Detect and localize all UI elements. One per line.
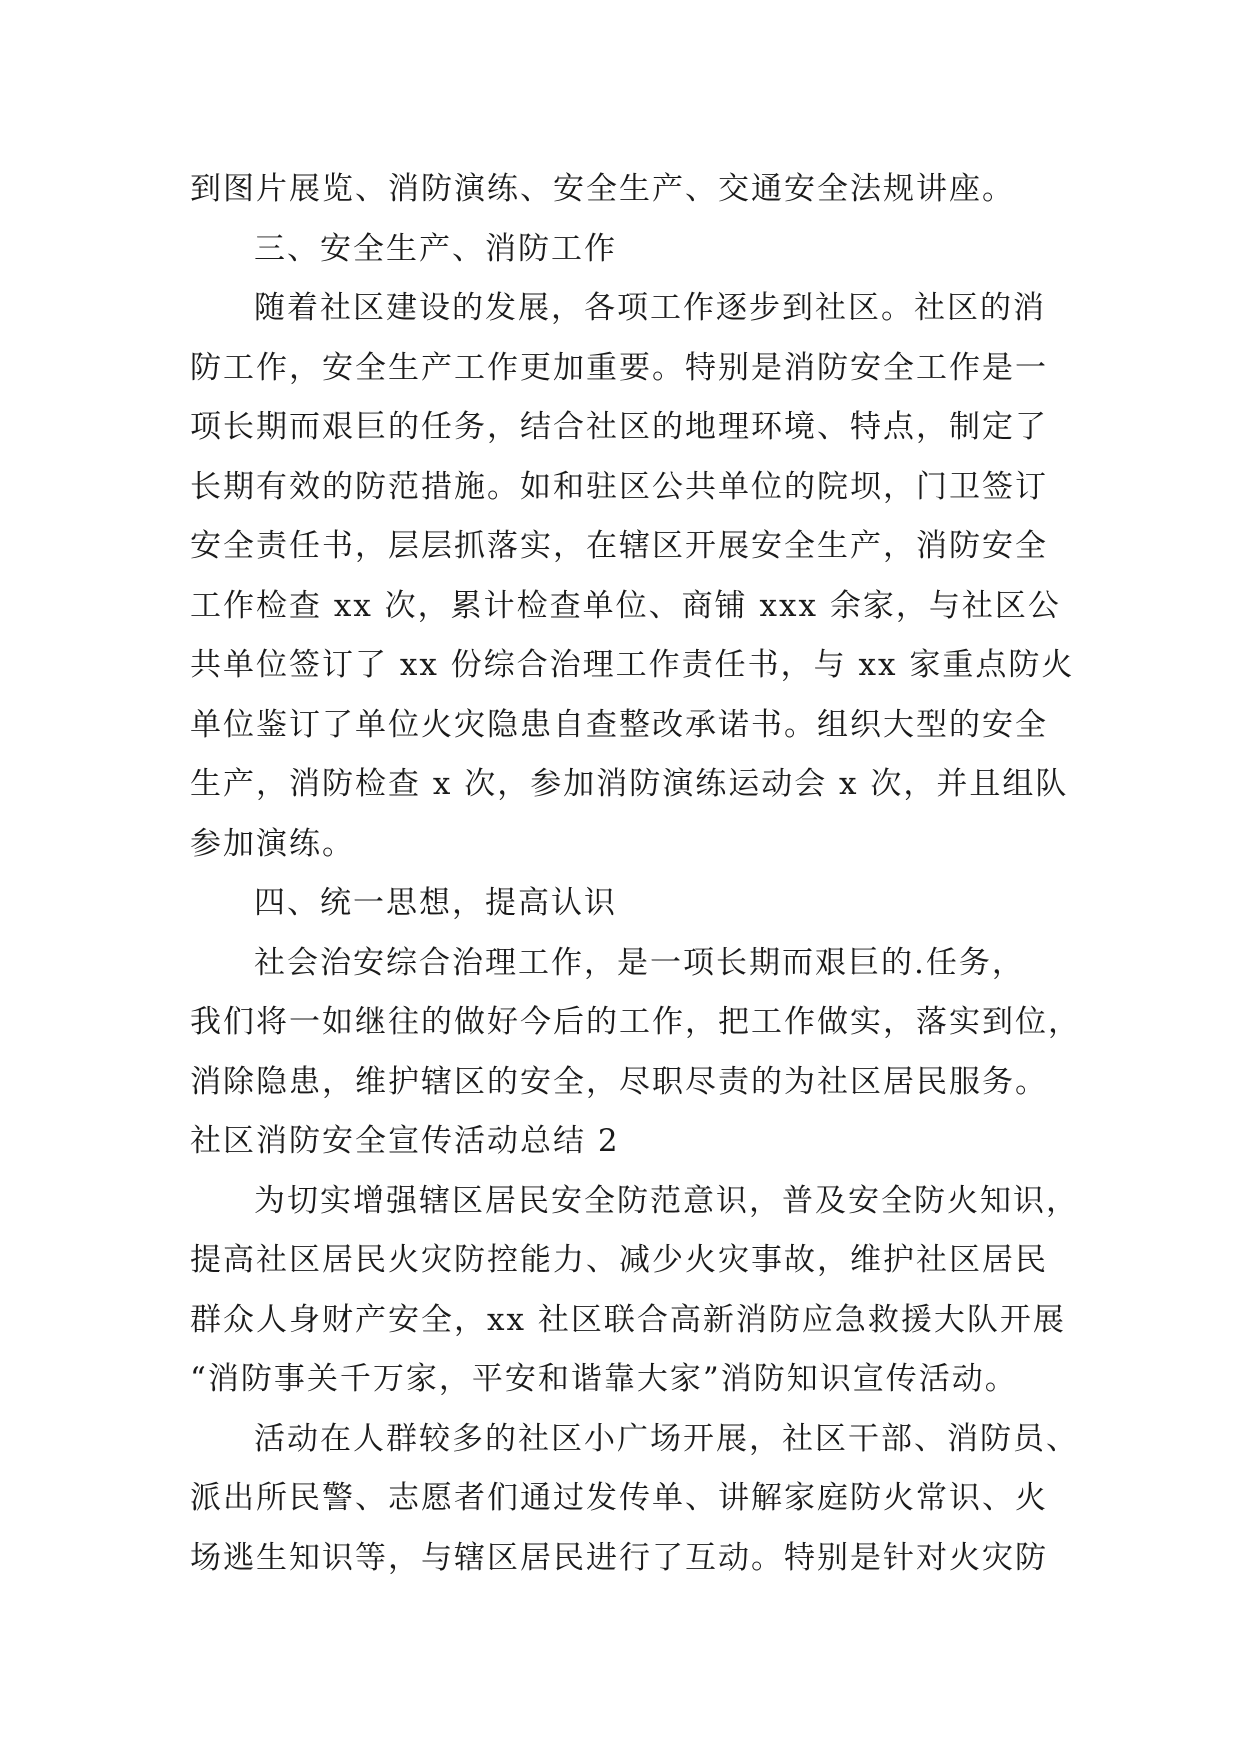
text-line: 社会治安综合治理工作，是一项长期而艰巨的.任务，: [254, 944, 1025, 981]
text-line: 防工作，安全生产工作更加重要。特别是消防安全工作是一: [190, 349, 1048, 386]
text-line: “消防事关千万家，平安和谐靠大家”消防知识宣传活动。: [190, 1361, 1018, 1397]
section-heading-3: 三、安全生产、消防工作: [254, 230, 617, 267]
text-line: 为切实增强辖区居民安全防范意识，普及安全防火知识，: [254, 1182, 1079, 1219]
text-line: 派出所民警、志愿者们通过发传单、讲解家庭防火常识、火: [190, 1480, 1048, 1516]
text-line: 项长期而艰巨的任务，结合社区的地理环境、特点，制定了: [190, 409, 1048, 445]
text-line: 参加演练。: [190, 825, 355, 862]
text-line: 消除隐患，维护辖区的安全，尽职尽责的为社区居民服务。: [190, 1063, 1048, 1100]
text-line: 单位鉴订了单位火灾隐患自查整改承诺书。组织大型的安全: [190, 706, 1048, 743]
document-title-2: 社区消防安全宣传活动总结 2: [190, 1123, 620, 1159]
section-heading-4: 四、统一思想，提高认识: [254, 885, 617, 921]
document-body: [190, 160, 1081, 1588]
text-line: 活动在人群较多的社区小广场开展，社区干部、消防员、: [254, 1420, 1079, 1457]
text-line: 生产，消防检查 x 次，参加消防演练运动会 x 次，并且组队: [190, 766, 1069, 802]
text-line: 到图片展览、消防演练、安全生产、交通安全法规讲座。: [190, 171, 1015, 207]
text-line: 长期有效的防范措施。如和驻区公共单位的院坝，门卫签订: [190, 468, 1048, 505]
text-line: 随着社区建设的发展，各项工作逐步到社区。社区的消: [254, 290, 1046, 326]
text-line: 我们将一如继往的做好今后的工作，把工作做实，落实到位，: [190, 1004, 1081, 1040]
text-line: 场逃生知识等，与辖区居民进行了互动。特别是针对火灾防: [190, 1539, 1048, 1576]
text-line: 共单位签订了 xx 份综合治理工作责任书，与 xx 家重点防火: [190, 647, 1075, 683]
text-line: 安全责任书，层层抓落实，在辖区开展安全生产，消防安全: [190, 528, 1048, 564]
text-line: 群众人身财产安全，xx 社区联合高新消防应急救援大队开展: [190, 1301, 1066, 1338]
text-line: 工作检查 xx 次，累计检查单位、商铺 xxx 余家，与社区公: [190, 587, 1061, 624]
text-line: 提高社区居民火灾防控能力、减少火灾事故，维护社区居民: [190, 1242, 1048, 1278]
